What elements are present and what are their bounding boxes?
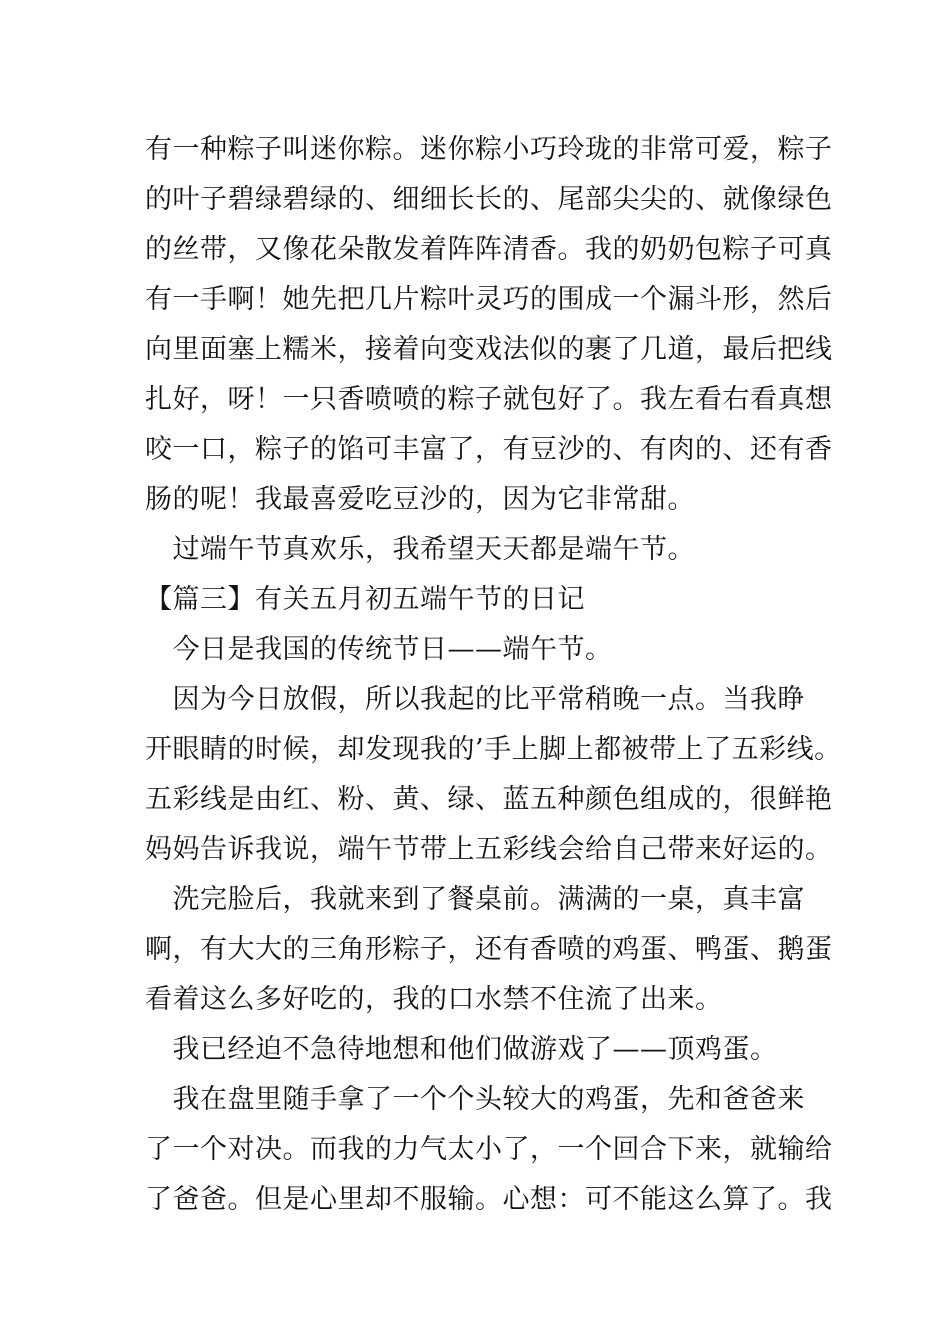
text-line: 五彩线是由红、粉、黄、绿、蓝五种颜色组成的，很鲜艳 — [145, 784, 833, 815]
text-line: 的叶子碧绿碧绿的、细细长长的、尾部尖尖的、就像绿色 — [145, 184, 833, 215]
text-line: 咬一口，粽子的馅可丰富了，有豆沙的、有肉的、还有香 — [145, 434, 833, 465]
text-line: 洗完脸后，我就来到了餐桌前。满满的一桌，真丰富 — [145, 884, 805, 915]
text-line: 有一手啊！她先把几片粽叶灵巧的围成一个漏斗形，然后 — [145, 284, 833, 315]
text-line: 我已经迫不急待地想和他们做游戏了——顶鸡蛋。 — [145, 1034, 778, 1065]
text-line: 啊，有大大的三角形粽子，还有香喷的鸡蛋、鸭蛋、鹅蛋 — [145, 934, 833, 965]
text-line: 扎好，呀！一只香喷喷的粽子就包好了。我左看右看真想 — [145, 384, 833, 415]
text-line: 向里面塞上糯米，接着向变戏法似的裹了几道，最后把线 — [145, 334, 833, 365]
text-line: 了一个对决。而我的力气太小了，一个回合下来，就输给 — [145, 1134, 833, 1165]
text-line: 妈妈告诉我说，端午节带上五彩线会给自己带来好运的。 — [145, 834, 833, 865]
text-line: 看着这么多好吃的，我的口水禁不住流了出来。 — [145, 984, 723, 1015]
text-line: 过端午节真欢乐，我希望天天都是端午节。 — [145, 534, 695, 565]
text-line: 今日是我国的传统节日——端午节。 — [145, 634, 613, 665]
text-line: 了爸爸。但是心里却不服输。心想：可不能这么算了。我 — [145, 1184, 833, 1215]
text-line: 的丝带，又像花朵散发着阵阵清香。我的奶奶包粽子可真 — [145, 234, 833, 265]
text-line: 因为今日放假，所以我起的比平常稍晚一点。当我睁 — [145, 684, 805, 715]
section-heading: 【篇三】有关五月初五端午节的日记 — [145, 584, 585, 615]
text-line: 肠的呢！我最喜爱吃豆沙的，因为它非常甜。 — [145, 484, 695, 515]
text-line: 有一种粽子叫迷你粽。迷你粽小巧玲珑的非常可爱，粽子 — [145, 134, 833, 165]
text-line: 我在盘里随手拿了一个个头较大的鸡蛋，先和爸爸来 — [145, 1084, 805, 1115]
text-line: 开眼睛的时候，却发现我的’手上脚上都被带上了五彩线。 — [145, 734, 842, 765]
